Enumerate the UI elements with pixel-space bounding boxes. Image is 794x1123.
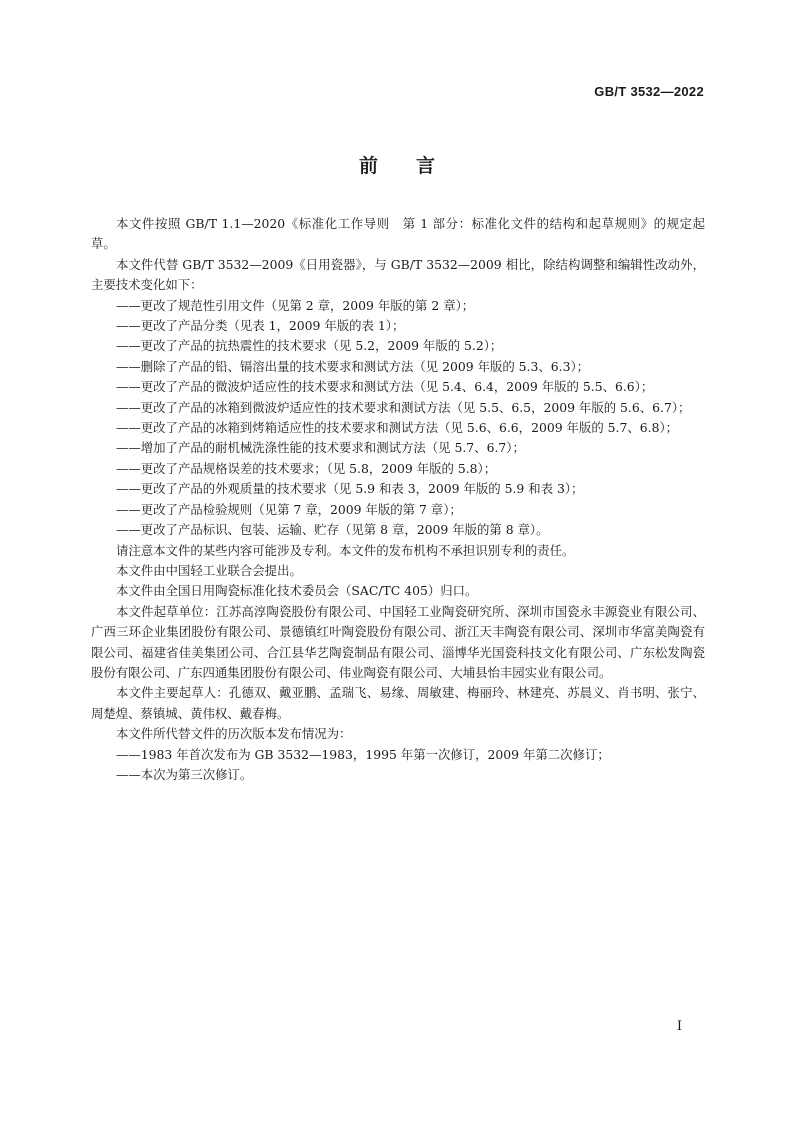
paragraph-proposer: 本文件由中国轻工业联合会提出。 — [116, 562, 302, 578]
change-list-item: ——更改了产品标识、包装、运输、贮存（见第 8 章，2009 年版的第 8 章）。 — [116, 522, 549, 538]
standard-code: GB/T 3532—2022 — [594, 84, 704, 99]
change-list-item: ——更改了产品的外观质量的技术要求（见 5.9 和表 3，2009 年版的 5.9 和表 3）； — [116, 481, 584, 497]
paragraph-centralized-unit: 本文件由全国日用陶瓷标准化技术委员会（SAC/TC 405）归口。 — [116, 583, 478, 599]
change-list-item: ——删除了产品的铅、镉溶出量的技术要求和测试方法（见 2009 年版的 5.3、6.3）； — [116, 358, 590, 374]
change-list-item: ——增加了产品的耐机械洗涤性能的技术要求和测试方法（见 5.7、6.7）； — [116, 440, 525, 456]
page-title — [0, 151, 794, 178]
page-title-char-2: 言 — [416, 155, 436, 177]
change-list-item: ——更改了规范性引用文件（见第 2 章，2009 年版的第 2 章）； — [116, 297, 475, 313]
paragraph-drafting-rules: 本文件按照 GB/T 1.1—2020《标准化工作导则 第 1 部分：标准化文件的结构和起草规则》的规定起草。 — [91, 216, 705, 252]
page-number: I — [676, 1019, 682, 1034]
change-list-item: ——更改了产品分类（见表 1，2009 年版的表 1）； — [116, 318, 405, 334]
paragraph-patent-notice: 请注意本文件的某些内容可能涉及专利。本文件的发布机构不承担识别专利的责任。 — [116, 542, 575, 558]
history-list-item: ——本次为第三次修订。 — [116, 766, 253, 782]
paragraph-replacement-note: 本文件代替 GB/T 3532—2009《日用瓷器》，与 GB/T 3532—2009 相比，除结构调整和编辑性改动外，主要技术变化如下： — [91, 256, 705, 293]
history-list-item: ——1983 年首次发布为 GB 3532—1983，1995 年第一次修订，2009 年第二次修订； — [116, 746, 610, 762]
paragraph-drafters: 本文件主要起草人：孔德双、戴亚鹏、孟瑞飞、易缘、周敏建、梅丽玲、林建亮、苏晨义、肖书明、张宁、周楚煌、蔡镇城、黄伟权、戴春梅。 — [91, 685, 705, 721]
change-list-item: ——更改了产品的冰箱到微波炉适应性的技术要求和测试方法（见 5.5、6.5，2009 年版的 5.6、6.7）； — [116, 399, 691, 415]
preface-body — [91, 214, 705, 785]
change-list-item: ——更改了产品检验规则（见第 7 章，2009 年版的第 7 章）； — [116, 501, 462, 517]
change-list-item: ——更改了产品的微波炉适应性的技术要求和测试方法（见 5.4、6.4，2009 年版的 5.5、6.6）； — [116, 379, 654, 395]
change-list-item: ——更改了产品的冰箱到烤箱适应性的技术要求和测试方法（见 5.6、6.6，2009 年版的 5.7、6.8）； — [116, 420, 679, 436]
paragraph-history-intro: 本文件所代替文件的历次版本发布情况为： — [116, 726, 352, 742]
change-list-item: ——更改了产品规格误差的技术要求；（见 5.8，2009 年版的 5.8）； — [116, 460, 497, 476]
paragraph-drafting-units: 本文件起草单位：江苏高淳陶瓷股份有限公司、中国轻工业陶瓷研究所、深圳市国瓷永丰源瓷业有限公司、广西三环企业集团股份有限公司、景德镇红叶陶瓷股份有限公司、浙江天丰陶瓷有限公司、深圳市华富美陶瓷有限公司、福建省佳美集团公司、合江县华艺陶瓷制品有限公司、淄博华光国瓷科技文化有限公司、广东松发陶瓷股份有限公司、广东四通集团股份有限公司、伟业陶瓷有限公司、大埔县怡丰园实业有限公司。 — [91, 603, 705, 680]
page-title-char-1: 前 — [358, 155, 378, 177]
change-list-item: ——更改了产品的抗热震性的技术要求（见 5.2，2009 年版的 5.2）； — [116, 338, 503, 354]
